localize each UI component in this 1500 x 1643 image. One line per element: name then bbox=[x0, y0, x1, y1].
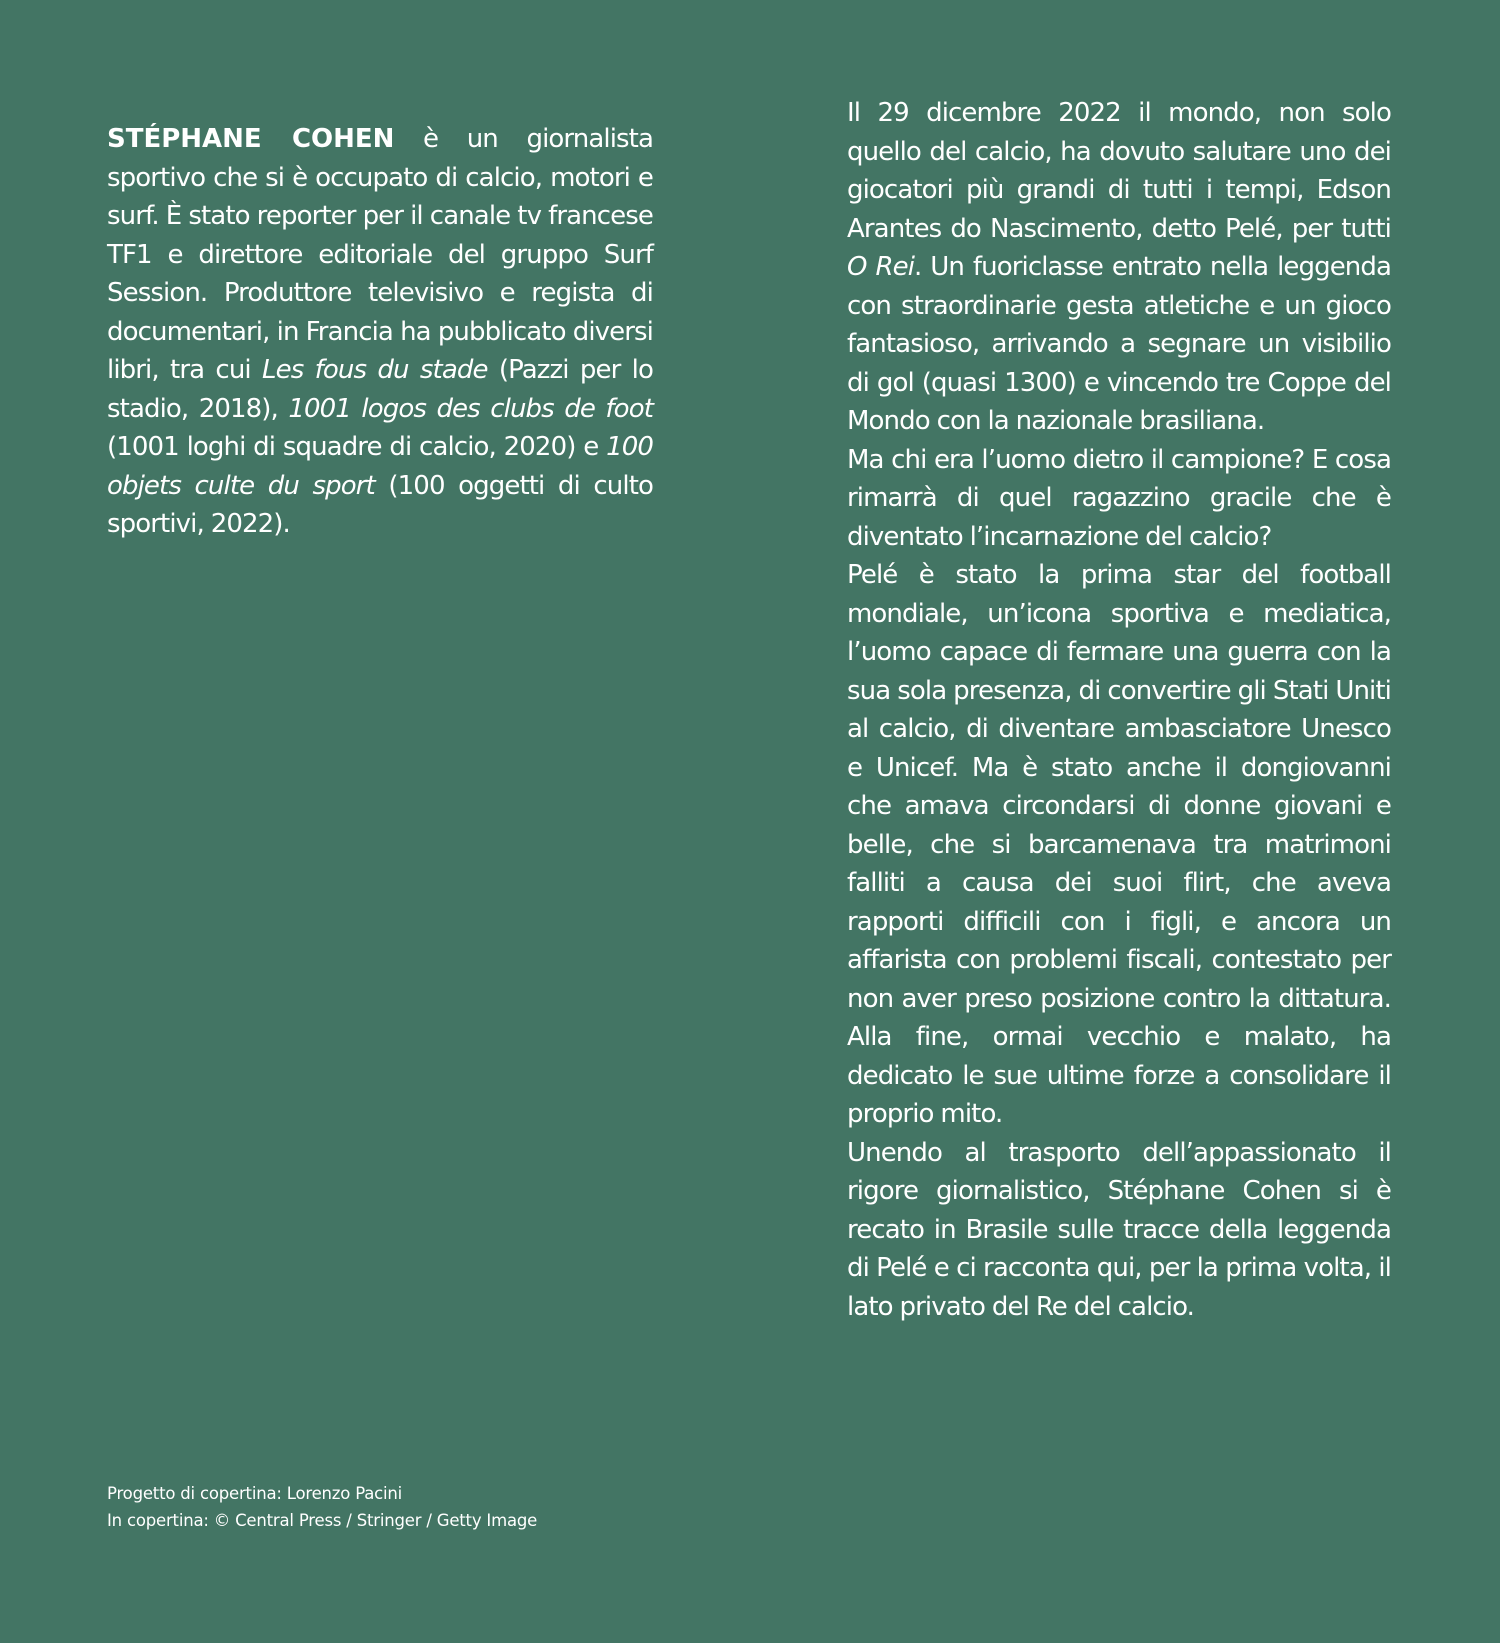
blurb-paragraph-4: Unendo al trasporto dell’appassionato il rigore giornalistico, Stéphane Cohen si è recato in Brasile sulle tracce della leggenda di Pelé e ci racconta qui, per la prima volta, il lato privato del Re del calcio. bbox=[847, 1137, 1391, 1322]
bio-text: è un giornalista sportivo che si è occupato di calcio, motori e surf. È stato reporter per il canale tv francese TF1 e direttore editoriale del gruppo Surf Session. Produttore televisivo e regista di documentari, in Francia ha pubblicato diversi libri, tra cui bbox=[107, 124, 653, 385]
o-rei-title: O Rei bbox=[847, 252, 915, 282]
cover-credits bbox=[107, 1480, 537, 1534]
blurb-text: . Un fuoriclasse entrato nella leggenda con straordinarie gesta atletiche e un gioco fantasioso, arrivando a segnare un visibilio di gol (quasi 1300) e vincendo tre Coppe del Mondo con la nazionale brasiliana. bbox=[847, 252, 1392, 436]
blurb-paragraph-2: Ma chi era l’uomo dietro il campione? E cosa rimarrà di quel ragazzino gracile che è diventato l’incarnazione del calcio? bbox=[847, 444, 1391, 552]
author-bio bbox=[107, 94, 653, 570]
blurb-paragraph-1 bbox=[847, 94, 1391, 441]
blurb-text: Il 29 dicembre 2022 il mondo, non solo quello del calcio, ha dovuto salutare uno dei giocatori più grandi di tutti i tempi, Edson Arantes do Nascimento, detto Pelé, per tutti bbox=[847, 98, 1391, 244]
bio-text: (100 oggetti di culto sportivi, 2022). bbox=[107, 470, 653, 539]
book-title: 100 objets culte du sport bbox=[107, 432, 653, 501]
book-blurb bbox=[847, 94, 1391, 1326]
book-title: Les fous du stade bbox=[262, 355, 488, 385]
blurb-paragraph-3: Pelé è stato la prima star del football mondiale, un’icona sportiva e mediatica, l’uomo capace di fermare una guerra con la sua sola presenza, di convertire gli Stati Uniti al calcio, di diventare ambasciatore Unesco e Unicef. Ma è stato anche il dongiovanni che amava circondarsi di donne giovani e belle, che si barcamenava tra matrimoni falliti a causa dei suoi flirt, che aveva rapporti difficili con i figli, e ancora un affarista con problemi fiscali, contestato per non aver preso posizione contro la dittatura. Alla fine, ormai vecchio e malato, ha dedicato le sue ultime forze a consolidare il proprio mito. bbox=[847, 560, 1391, 1129]
bio-text: (Pazzi per lo stadio, 2018), bbox=[107, 355, 654, 424]
author-name: STÉPHANE COHEN bbox=[107, 124, 395, 154]
author-bio-paragraph bbox=[107, 120, 653, 544]
bio-text: (1001 loghi di squadre di calcio, 2020) e bbox=[107, 432, 607, 462]
cover-photo-credit: In copertina: © Central Press / Stringer / Getty Image bbox=[107, 1511, 538, 1530]
book-title: 1001 logos des clubs de foot bbox=[288, 393, 653, 424]
cover-design-credit: Progetto di copertina: Lorenzo Pacini bbox=[107, 1484, 403, 1503]
